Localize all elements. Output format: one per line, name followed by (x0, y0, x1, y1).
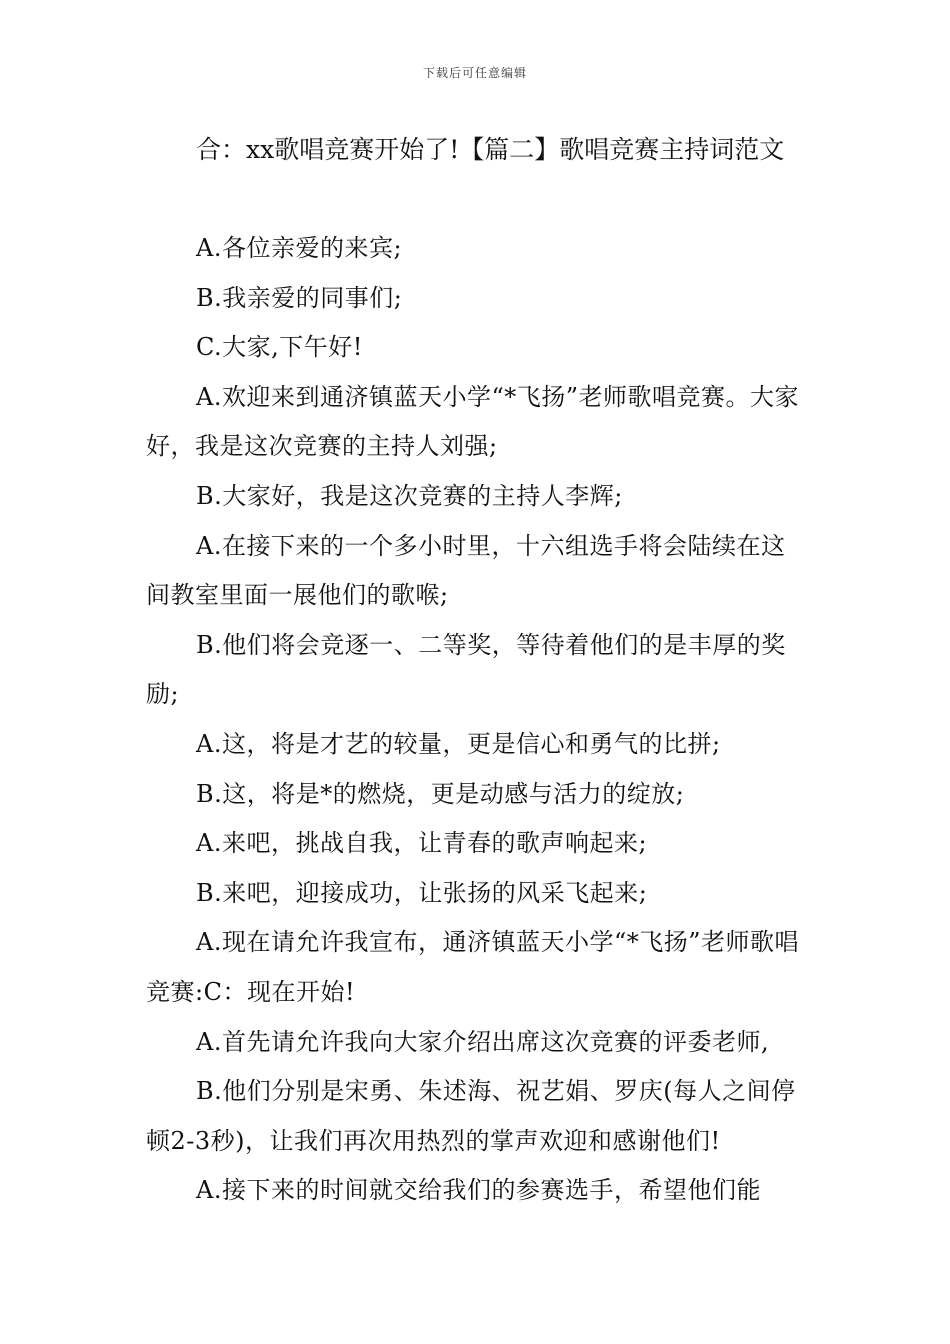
paragraph: A.欢迎来到通济镇蓝天小学“*飞扬”老师歌唱竞赛。大家好，我是这次竞赛的主持人刘强; (146, 382, 799, 461)
paragraph: A.现在请允许我宣布，通济镇蓝天小学“*飞扬”老师歌唱竞赛:C：现在开始! (146, 928, 799, 1006)
paragraph: A.首先请允许我向大家介绍出席这次竞赛的评委老师, (196, 1027, 770, 1056)
header-note: 下载后可任意编辑 (422, 66, 527, 80)
paragraph: A.这，将是才艺的较量，更是信心和勇气的比拼; (196, 729, 721, 758)
paragraph: B.大家好，我是这次竞赛的主持人李辉; (196, 481, 623, 510)
paragraph: A.各位亲爱的来宾; (196, 234, 403, 262)
paragraph: A.在接下来的一个多小时里，十六组选手将会陆续在这间教室里面一展他们的歌喉; (146, 531, 786, 610)
paragraph: A.来吧，挑战自我，让青春的歌声响起来; (196, 829, 648, 858)
paragraph: B.他们分别是宋勇、朱述海、祝艺娟、罗庆(每人之间停顿2-3秒)，让我们再次用热烈的掌声欢迎和感谢他们! (146, 1077, 796, 1155)
document-title: 合：xx歌唱竞赛开始了!【篇二】歌唱竞赛主持词范文 (196, 135, 785, 164)
paragraph: B.来吧，迎接成功，让张扬的风采飞起来; (196, 878, 648, 907)
paragraph: B.这，将是*的燃烧，更是动感与活力的绽放; (196, 779, 685, 808)
document-body (146, 128, 808, 1216)
paragraph: B.我亲爱的同事们; (196, 283, 403, 312)
paragraph: A.接下来的时间就交给我们的参赛选手，希望他们能 (196, 1176, 761, 1205)
paragraph: B.他们将会竞逐一、二等奖，等待着他们的是丰厚的奖励; (146, 630, 786, 709)
paragraph: C.大家,下午好! (196, 333, 363, 362)
